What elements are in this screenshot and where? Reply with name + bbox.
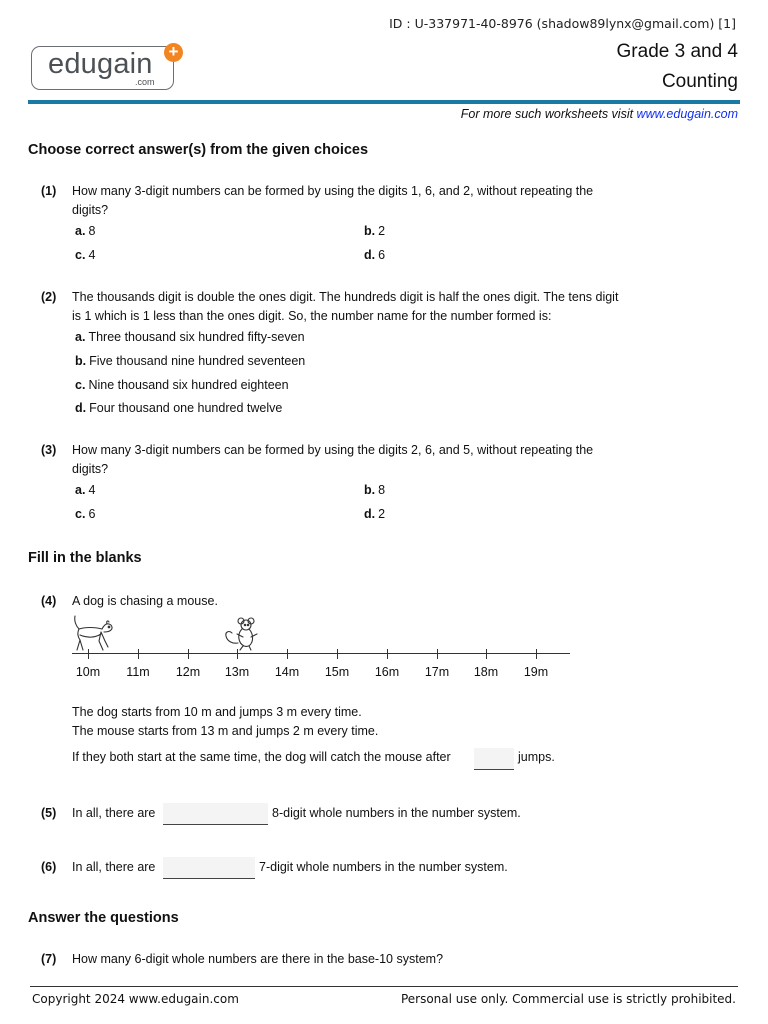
option-letter: b. — [75, 354, 87, 368]
option-letter: d. — [364, 507, 376, 521]
option-c[interactable] — [75, 507, 95, 521]
number-line-tick — [337, 649, 338, 659]
number-line-axis — [72, 653, 570, 654]
option-text: 6 — [378, 248, 386, 262]
number-line-label: 18m — [473, 665, 499, 679]
option-text: 2 — [378, 507, 386, 521]
question-line: The thousands digit is double the ones digit. The hundreds digit is half the ones digit. The tens digit — [72, 290, 619, 304]
dog-icon — [71, 613, 115, 653]
option-d[interactable] — [75, 401, 282, 415]
question-number: (2) — [41, 290, 57, 304]
option-a[interactable] — [75, 224, 95, 238]
question-text: In all, there are — [72, 806, 156, 820]
option-text: Nine thousand six hundred eighteen — [88, 378, 289, 392]
option-letter: a. — [75, 224, 86, 238]
number-line-label: 19m — [523, 665, 549, 679]
footer-copyright: Copyright 2024 www.edugain.com — [32, 992, 239, 1006]
number-line-label: 15m — [324, 665, 350, 679]
option-letter: c. — [75, 378, 86, 392]
header-divider — [28, 100, 740, 104]
option-a[interactable] — [75, 483, 95, 497]
question-text — [72, 703, 662, 741]
option-b[interactable] — [364, 483, 385, 497]
question-number: (1) — [41, 184, 57, 198]
question-line: If they both start at the same time, the dog will catch the mouse after — [72, 750, 451, 764]
logo-text: edugain — [48, 48, 153, 80]
topic-title: Counting — [661, 71, 738, 92]
answer-blank[interactable] — [474, 748, 514, 770]
question-line: jumps. — [518, 750, 555, 764]
number-line-tick — [437, 649, 438, 659]
question-number: (3) — [41, 443, 57, 457]
number-line-label: 12m — [175, 665, 201, 679]
option-d[interactable] — [364, 507, 385, 521]
option-c[interactable] — [75, 378, 289, 392]
question-line: The dog starts from 10 m and jumps 3 m every time. — [72, 705, 362, 719]
section-heading-choose: Choose correct answer(s) from the given choices — [28, 142, 369, 158]
option-letter: d. — [75, 401, 87, 415]
question-line: digits? — [72, 203, 109, 217]
answer-blank[interactable] — [163, 803, 268, 825]
option-letter: c. — [75, 507, 86, 521]
number-line-tick — [138, 649, 139, 659]
number-line-tick — [536, 649, 537, 659]
option-letter: a. — [75, 330, 86, 344]
number-line-label: 10m — [75, 665, 101, 679]
option-text: Four thousand one hundred twelve — [89, 401, 283, 415]
plus-icon: + — [164, 43, 183, 62]
question-number: (4) — [41, 594, 57, 608]
question-line: digits? — [72, 462, 109, 476]
number-line-label: 16m — [374, 665, 400, 679]
question-line: How many 3-digit numbers can be formed by using the digits 1, 6, and 2, without repeating the — [72, 184, 594, 198]
option-b[interactable] — [364, 224, 385, 238]
number-line-tick — [486, 649, 487, 659]
option-text: 4 — [88, 248, 96, 262]
option-text: 6 — [88, 507, 96, 521]
number-line-label: 11m — [126, 665, 150, 679]
answer-blank[interactable] — [163, 857, 255, 879]
footer-notice: Personal use only. Commercial use is strictly prohibited. — [400, 992, 736, 1006]
option-letter: a. — [75, 483, 86, 497]
section-heading-answer: Answer the questions — [28, 910, 179, 926]
option-b[interactable] — [75, 354, 305, 368]
question-text: How many 6-digit whole numbers are there in the base-10 system? — [72, 952, 444, 966]
question-number: (6) — [41, 860, 57, 874]
grade-title: Grade 3 and 4 — [616, 41, 738, 62]
question-text — [72, 441, 662, 479]
option-text: 8 — [378, 483, 386, 497]
number-line-label: 14m — [274, 665, 300, 679]
question-line: How many 3-digit numbers can be formed by using the digits 2, 6, and 5, without repeating the — [72, 443, 594, 457]
option-letter: b. — [364, 224, 376, 238]
question-text: 8-digit whole numbers in the number system. — [272, 806, 521, 820]
question-line: is 1 which is 1 less than the ones digit. So, the number name for the number formed is: — [72, 309, 552, 323]
option-text: 8 — [88, 224, 96, 238]
student-id-line: ID : U-337971-40-8976 (shadow89lynx@gmail.com) [1] — [389, 16, 736, 31]
footer-divider — [30, 986, 738, 987]
question-text — [72, 182, 662, 220]
number-line-tick — [387, 649, 388, 659]
option-letter: b. — [364, 483, 376, 497]
logo-suffix: .com — [135, 77, 155, 87]
number-line-label: 17m — [424, 665, 450, 679]
question-intro: A dog is chasing a mouse. — [72, 594, 218, 608]
option-c[interactable] — [75, 248, 95, 262]
section-heading-fill: Fill in the blanks — [28, 550, 142, 566]
option-d[interactable] — [364, 248, 385, 262]
option-text: 4 — [88, 483, 96, 497]
question-line: The mouse starts from 13 m and jumps 2 m every time. — [72, 724, 379, 738]
question-number: (7) — [41, 952, 57, 966]
question-text — [72, 288, 662, 326]
option-a[interactable] — [75, 330, 305, 344]
option-text: Five thousand nine hundred seventeen — [89, 354, 306, 368]
number-line-tick — [88, 649, 89, 659]
question-text: In all, there are — [72, 860, 156, 874]
option-letter: d. — [364, 248, 376, 262]
number-line-tick — [188, 649, 189, 659]
option-text: Three thousand six hundred fifty-seven — [88, 330, 305, 344]
option-letter: c. — [75, 248, 86, 262]
question-number: (5) — [41, 806, 57, 820]
number-line-label: 13m — [224, 665, 250, 679]
promo-line — [461, 107, 738, 121]
number-line-tick — [237, 649, 238, 659]
edugain-link[interactable]: www.edugain.com — [636, 107, 738, 121]
promo-text: For more such worksheets visit — [460, 107, 637, 121]
number-line-tick — [287, 649, 288, 659]
option-text: 2 — [378, 224, 386, 238]
question-text: 7-digit whole numbers in the number system. — [259, 860, 508, 874]
mouse-icon — [224, 617, 264, 653]
